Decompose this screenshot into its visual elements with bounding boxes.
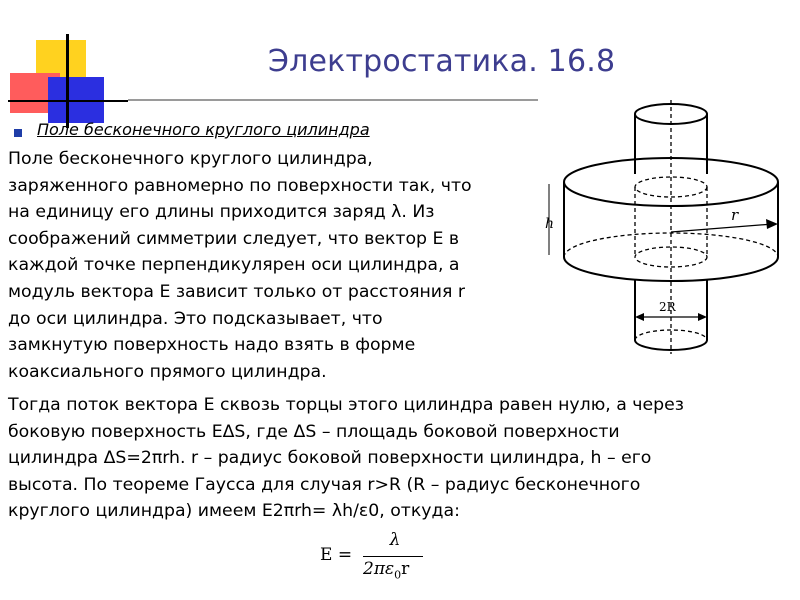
text-line: круглого цилиндра) имеем E2πrh= λh/ε0, откуда: (8, 501, 460, 522)
text-line: модуль вектора E зависит только от расстояния r (8, 281, 465, 302)
text-line: соображений симметрии следует, что вектор E в (8, 228, 460, 249)
text-line: высота. По теореме Гаусса для случая r>R (R – радиус бесконечного (8, 474, 641, 495)
text-line: Тогда поток вектора E сквозь торцы этого цилиндра равен нулю, а через (8, 395, 684, 415)
fraction-bar (363, 556, 423, 557)
text-line: заряженного равномерно по поверхности так, что (8, 175, 472, 196)
formula-numerator: λ (389, 530, 401, 550)
label-h: h (545, 216, 555, 232)
text-line: на единицу его длины приходится заряд λ. Из (8, 202, 435, 223)
formula-denominator (363, 559, 409, 581)
formula-lhs: E = (320, 545, 353, 565)
text-line: цилиндра ΔS=2πrh. r – радиус боковой поверхности цилиндра, h – его (8, 448, 652, 469)
slide-title: Электростатика. 16.8 (268, 44, 616, 79)
slide-subtitle: Поле бесконечного круглого цилиндра (37, 120, 370, 139)
cylinder-diagram (535, 92, 790, 367)
derivation-paragraph (8, 392, 798, 525)
text-line: до оси цилиндра. Это подсказывает, что (8, 308, 383, 329)
text-line: боковую поверхность EΔS, где ΔS – площадь боковой поверхности (8, 421, 620, 442)
text-line: Поле бесконечного круглого цилиндра, (8, 149, 373, 169)
title-divider (128, 99, 538, 101)
radius-arrow (671, 224, 773, 232)
denominator-main: 2πε (363, 559, 395, 579)
text-line: замкнутую поверхность надо взять в форме (8, 335, 416, 356)
label-r: r (731, 206, 739, 224)
denominator-tail: r (401, 559, 410, 579)
decor-horizontal-line (8, 100, 128, 102)
text-line: каждой точке перпендикулярен оси цилиндра, а (8, 255, 460, 276)
intro-paragraph (8, 146, 548, 385)
field-formula (320, 530, 420, 590)
bullet-marker (14, 129, 22, 137)
denominator-subscript: 0 (394, 568, 402, 582)
decor-vertical-line (66, 34, 69, 128)
label-2R: 2R (659, 300, 676, 314)
text-line: коаксиального прямого цилиндра. (8, 361, 327, 382)
